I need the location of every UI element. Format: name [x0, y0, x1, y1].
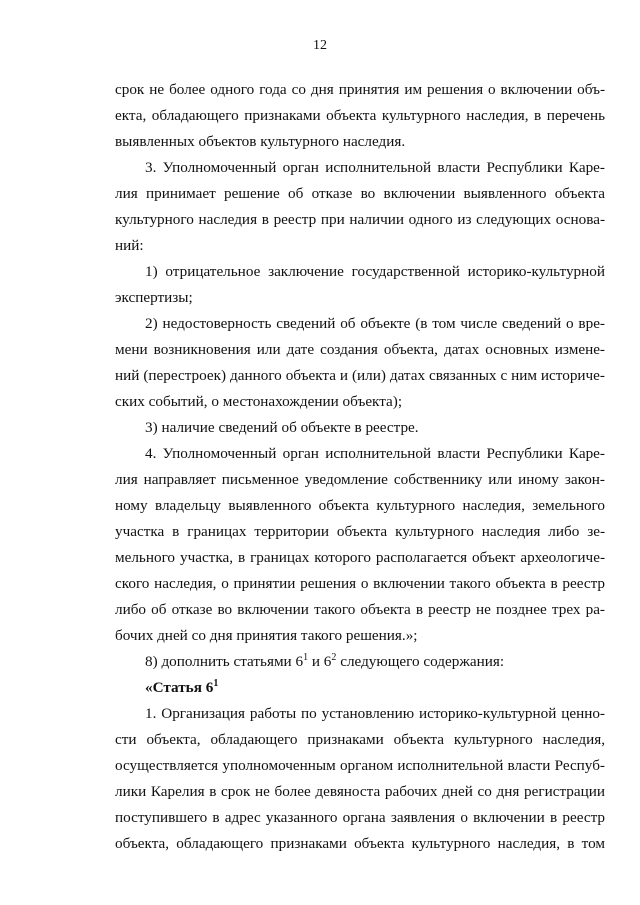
amendment-text-start: 8) дополнить статьями 6	[145, 653, 304, 670]
text-line: ний:	[115, 237, 144, 254]
text-line: 2) недостоверность сведений об объекте (в том числе сведений о вре-	[145, 315, 605, 332]
text-line: срок не более одного года со дня принятия им решения о включении объ-	[115, 81, 605, 98]
article-heading-superscript: 1	[213, 678, 219, 689]
text-line: выявленных объектов культурного наследия.	[115, 133, 406, 150]
text-line: осуществляется уполномоченным органом исполнительной власти Респуб-	[115, 757, 605, 774]
text-line: екта, обладающего признаками объекта культурного наследия, в перечень	[115, 107, 605, 124]
text-line: поступившего в адрес указанного органа заявления о включении в реестр	[115, 809, 605, 826]
text-line: 4. Уполномоченный орган исполнительной власти Республики Каре-	[145, 445, 605, 462]
text-line: мени возникновения или дате создания объекта, датах основных измене-	[115, 341, 605, 358]
text-line: мельного участка, в границах которого располагается объект археологиче-	[115, 549, 605, 566]
superscript-1: 1	[303, 652, 309, 663]
text-line: экспертизы;	[115, 289, 193, 306]
text-line: 1) отрицательное заключение государственной историко-культурной	[145, 263, 605, 280]
text-line: лия принимает решение об отказе во включении выявленного объекта	[115, 185, 605, 202]
text-line: участка в границах территории объекта культурного наследия либо зе-	[115, 523, 605, 540]
text-line: лики Карелия в срок не более девяноста рабочих дней со дня регистрации	[115, 783, 605, 800]
text-line: лия направляет письменное уведомление собственнику или иному закон-	[115, 471, 605, 488]
text-line: сти объекта, обладающего признаками объекта культурного наследия,	[115, 731, 605, 748]
text-line: культурного наследия в реестр при наличии одного из следующих основа-	[115, 211, 605, 228]
text-line: объекта, обладающего признаками объекта культурного наследия, в том	[115, 835, 605, 852]
superscript-2: 2	[331, 652, 337, 663]
amendment-text-end: следующего содержания:	[336, 653, 505, 670]
article-heading	[145, 678, 605, 698]
text-line: либо об отказе во включении такого объекта в реестр не позднее трех ра-	[115, 601, 605, 618]
text-line: ских событий, о местонахождении объекта);	[115, 393, 403, 410]
text-line: 1. Организация работы по установлению историко-культурной ценно-	[145, 705, 605, 722]
article-heading-text: «Статья 6	[145, 679, 214, 696]
text-line: бочих дней со дня принятия такого решения.»;	[115, 627, 418, 644]
amendment-text-middle: и 6	[308, 653, 332, 670]
text-line: ний (перестроек) данного объекта и (или) датах связанных с ним историче-	[115, 367, 605, 384]
text-line: 3. Уполномоченный орган исполнительной власти Республики Каре-	[145, 159, 605, 176]
amendment-line	[145, 652, 605, 672]
text-line: ского наследия, о принятии решения о включении такого объекта в реестр	[115, 575, 605, 592]
text-line: ному владельцу выявленного объекта культурного наследия, земельного	[115, 497, 605, 514]
text-line: 3) наличие сведений об объекте в реестре.	[145, 419, 419, 436]
page-number: 12	[313, 38, 327, 53]
